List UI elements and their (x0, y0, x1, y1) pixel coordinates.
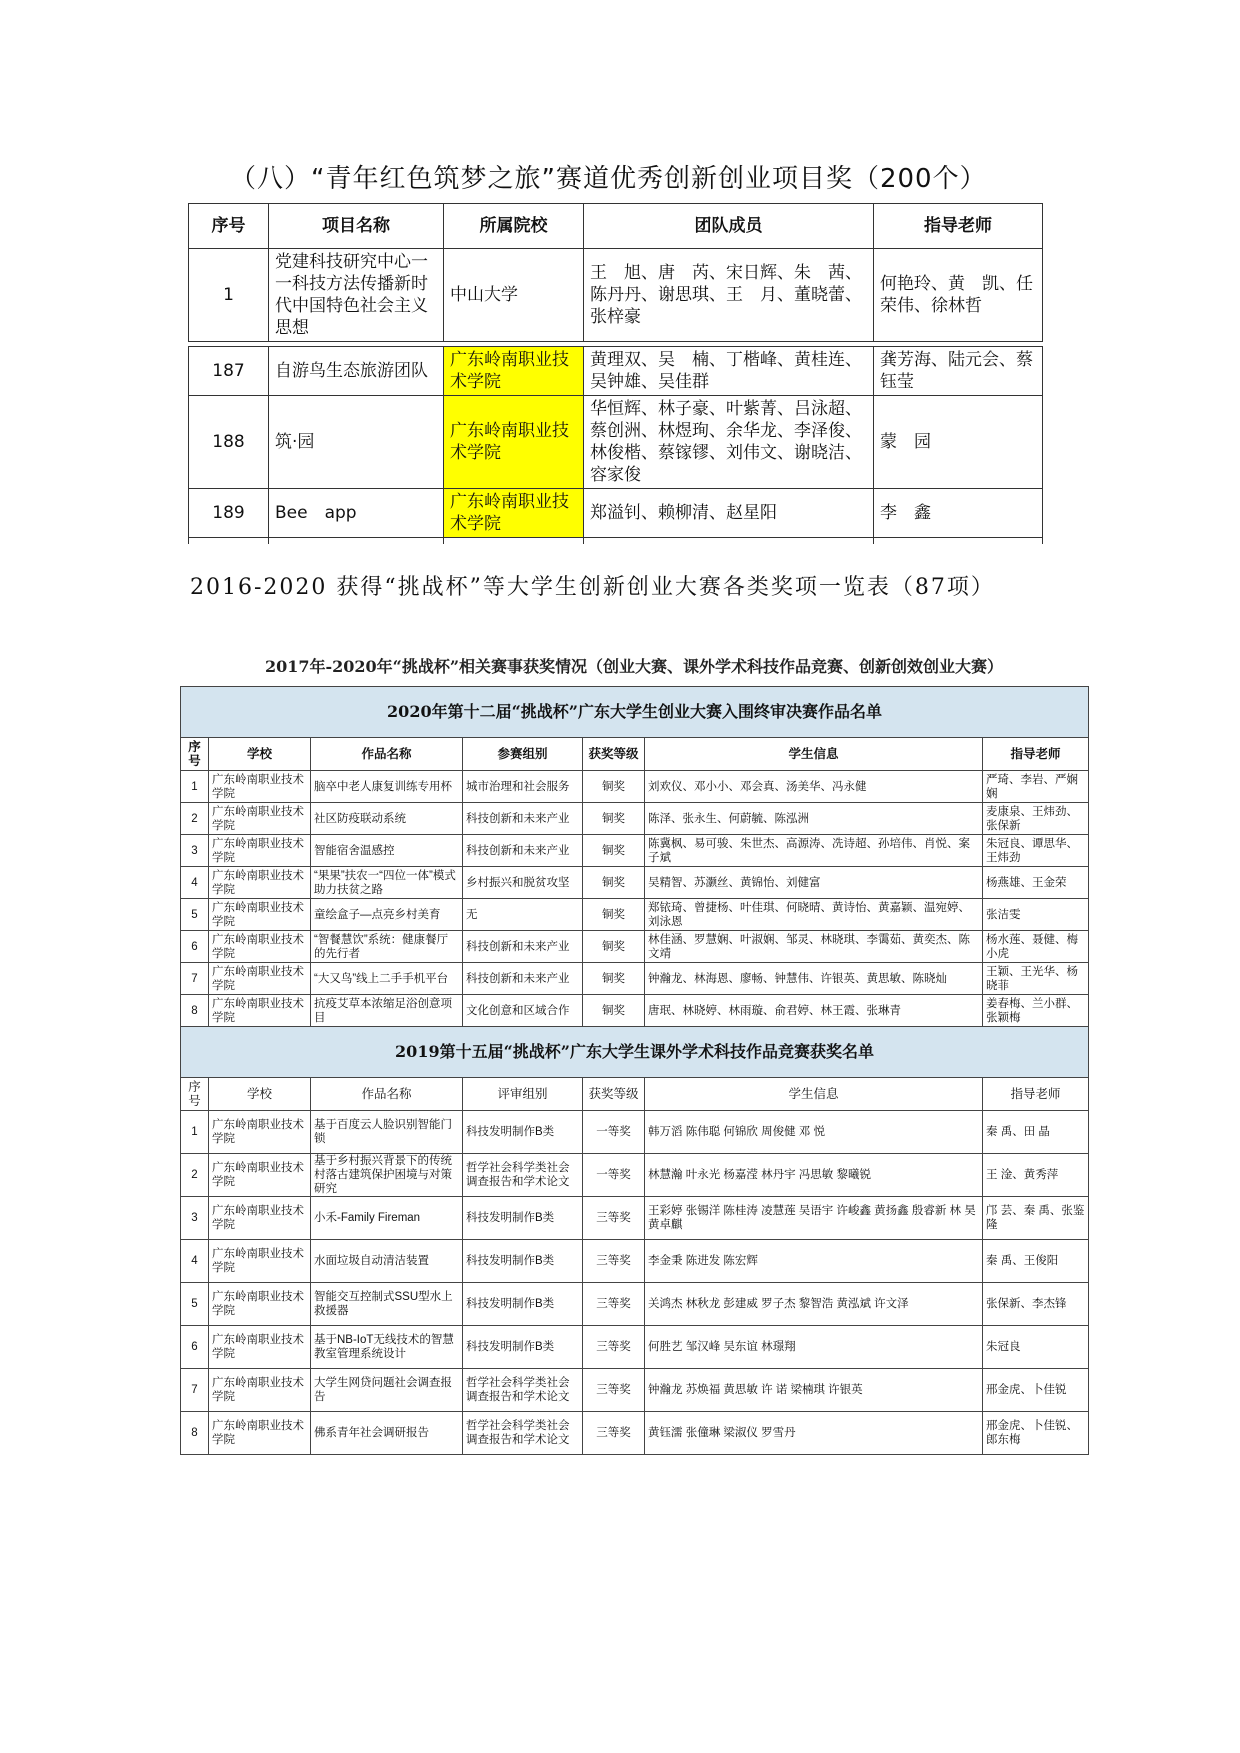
col-header: 作品名称 (311, 738, 463, 771)
cell-advisors: 邢金虎、卜佳锐 (983, 1369, 1089, 1412)
award-table-top (188, 203, 1043, 342)
col-header: 学生信息 (645, 1078, 983, 1111)
cell-students: 林慧瀚 叶永光 杨嘉滢 林丹宇 冯思敏 黎曦锐 (645, 1154, 983, 1197)
cell-no: 2 (181, 1154, 209, 1197)
cell-school: 广东岭南职业技术学院 (209, 835, 311, 867)
cell-project: 自游鸟生态旅游团队 (269, 347, 444, 396)
cell-members: 郑溢钊、赖柳清、赵星阳 (584, 489, 874, 538)
cell-group: 科技发明制作B类 (463, 1111, 583, 1154)
cell-group: 哲学社会科学类社会调查报告和学术论文 (463, 1154, 583, 1197)
col-header-advisors: 指导老师 (874, 204, 1043, 249)
cell-advisors: 秦 禹、王俊阳 (983, 1240, 1089, 1283)
cell-advisors: 姜春梅、兰小群、张颖梅 (983, 995, 1089, 1027)
cell-students: 郑铱琦、曾捷杨、叶佳琪、何晓晴、黄诗怡、黄嘉颖、温宛婷、刘泳恩 (645, 899, 983, 931)
cell-advisors: 严琦、李岩、严娴娴 (983, 771, 1089, 803)
cell-advisors: 朱冠良 (983, 1326, 1089, 1369)
cell-no: 7 (181, 963, 209, 995)
cell-award: 铜奖 (583, 995, 645, 1027)
cell-project: “果果”扶农一“四位一体”模式助力扶贫之路 (311, 867, 463, 899)
cell-award: 铜奖 (583, 963, 645, 995)
challenge-cup-table (180, 686, 1089, 1455)
cell-advisors: 朱冠良、谭思华、王炜劲 (983, 835, 1089, 867)
col-header: 学校 (209, 738, 311, 771)
col-header: 获奖等级 (583, 738, 645, 771)
cell-school: 广东岭南职业技术学院 (209, 931, 311, 963)
cell-school: 广东岭南职业技术学院 (444, 396, 584, 489)
col-header: 序号 (181, 1078, 209, 1111)
cell-no: 1 (189, 249, 269, 342)
col-header: 序号 (181, 738, 209, 771)
cell-group: 科技创新和未来产业 (463, 931, 583, 963)
cell-award: 铜奖 (583, 771, 645, 803)
block-2020-title: 2020年第十二届“挑战杯”广东大学生创业大赛入围终审决赛作品名单 (181, 687, 1089, 738)
col-header: 评审组别 (463, 1078, 583, 1111)
table-row (181, 899, 1089, 931)
col-header: 学生信息 (645, 738, 983, 771)
cell-students: 吴精智、苏灏丝、黄锦怡、刘健富 (645, 867, 983, 899)
cell-project: 智能宿舍温感控 (311, 835, 463, 867)
cell-project: 抗疫艾草本浓缩足浴创意项目 (311, 995, 463, 1027)
col-header: 参赛组别 (463, 738, 583, 771)
cell-advisors: 杨水莲、聂健、梅小虎 (983, 931, 1089, 963)
block-2020 (181, 687, 1089, 1027)
cell-award: 铜奖 (583, 803, 645, 835)
cell-members: 黄理双、吴 楠、丁楷峰、黄桂连、吴钟雄、吴佳群 (584, 347, 874, 396)
cell-students: 关鸿杰 林秋龙 彭建威 罗子杰 黎智浩 黄泓斌 许文泽 (645, 1283, 983, 1326)
table-row (181, 803, 1089, 835)
cell-students: 王彩婷 张锡洋 陈桂涛 凌慧莲 吴语宇 许峻鑫 黄扬鑫 殷睿新 林 昊 黄卓麒 (645, 1197, 983, 1240)
cell-group: 哲学社会科学类社会调查报告和学术论文 (463, 1412, 583, 1455)
table-row (181, 1154, 1089, 1197)
table-row (181, 867, 1089, 899)
table-row (181, 931, 1089, 963)
cell-students: 黄钰濡 张僮琳 梁淑仪 罗雪丹 (645, 1412, 983, 1455)
cell-school: 广东岭南职业技术学院 (209, 1240, 311, 1283)
cell-group: 科技发明制作B类 (463, 1197, 583, 1240)
section-title-red-track: （八）“青年红色筑梦之旅”赛道优秀创新创业项目奖（200个） (230, 164, 987, 194)
cell-award: 一等奖 (583, 1111, 645, 1154)
cell-no: 187 (189, 347, 269, 396)
section-title-challenge-cup: 2016-2020 获得“挑战杯”等大学生创新创业大赛各类奖项一览表（87项） (190, 575, 995, 600)
table-row (189, 396, 1043, 489)
col-header: 获奖等级 (583, 1078, 645, 1111)
cell-award: 铜奖 (583, 867, 645, 899)
cell-students: 钟瀚龙 苏焕福 黄思敏 许 诺 梁楠琪 许银英 (645, 1369, 983, 1412)
cell-project: 小禾-Family Fireman (311, 1197, 463, 1240)
block-2020-title-row (181, 687, 1089, 738)
cell-project: 基于NB-IoT无线技术的智慧教室管理系统设计 (311, 1326, 463, 1369)
block-2019 (181, 1027, 1089, 1455)
cell-award: 铜奖 (583, 931, 645, 963)
col-header-members: 团队成员 (584, 204, 874, 249)
block-2019-header-row (181, 1078, 1089, 1111)
cell-students: 陈泽、张永生、何蔚毓、陈泓洲 (645, 803, 983, 835)
cell-project: 童绘盒子—点亮乡村美育 (311, 899, 463, 931)
cell-students: 李金秉 陈进发 陈宏辉 (645, 1240, 983, 1283)
cell-group: 科技发明制作B类 (463, 1326, 583, 1369)
col-header-no: 序号 (189, 204, 269, 249)
cell-advisors: 邝 芸、秦 禹、张鉴隆 (983, 1197, 1089, 1240)
table-row (181, 1111, 1089, 1154)
block-2019-title-row (181, 1027, 1089, 1078)
cell-award: 三等奖 (583, 1240, 645, 1283)
cell-no: 3 (181, 1197, 209, 1240)
cell-no: 6 (181, 1326, 209, 1369)
cell-no: 2 (181, 803, 209, 835)
cell-award: 三等奖 (583, 1412, 645, 1455)
cell-advisors: 蒙 园 (874, 396, 1043, 489)
cell-advisors: 邢金虎、卜佳锐、郎东梅 (983, 1412, 1089, 1455)
cell-award: 铜奖 (583, 899, 645, 931)
cell-group: 城市治理和社会服务 (463, 771, 583, 803)
table-row (189, 489, 1043, 538)
cell-school: 广东岭南职业技术学院 (444, 347, 584, 396)
table-row (181, 1412, 1089, 1455)
cell-advisors: 何艳玲、黄 凯、任荣伟、徐林哲 (874, 249, 1043, 342)
cell-group: 科技创新和未来产业 (463, 963, 583, 995)
cell-project: Bee app (269, 489, 444, 538)
award-table-bottom (188, 346, 1043, 544)
cell-group: 科技发明制作B类 (463, 1240, 583, 1283)
cell-no: 8 (181, 1412, 209, 1455)
cell-school: 广东岭南职业技术学院 (209, 1412, 311, 1455)
cell-school: 广东岭南职业技术学院 (209, 867, 311, 899)
cell-advisors: 秦 禹、田 晶 (983, 1111, 1089, 1154)
cell-advisors: 张保新、李杰锋 (983, 1283, 1089, 1326)
cell-project: 脑卒中老人康复训练专用杯 (311, 771, 463, 803)
cell-group: 科技发明制作B类 (463, 1283, 583, 1326)
cell-school: 广东岭南职业技术学院 (209, 963, 311, 995)
cell-project: 筑·园 (269, 396, 444, 489)
cell-school: 广东岭南职业技术学院 (209, 1369, 311, 1412)
cell-students: 韩万滔 陈伟聪 何锦欣 周俊健 邓 悦 (645, 1111, 983, 1154)
table-cut-edge (189, 538, 1043, 545)
cell-project: 佛系青年社会调研报告 (311, 1412, 463, 1455)
table-row (181, 1369, 1089, 1412)
cell-students: 钟瀚龙、林海恩、廖畅、钟慧伟、许银英、黄思敏、陈晓灿 (645, 963, 983, 995)
image-caption: 2017年-2020年“挑战杯”相关赛事获奖情况（创业大赛、课外学术科技作品竞赛、创新创效创业大赛） (264, 657, 1004, 676)
cell-no: 6 (181, 931, 209, 963)
col-header-school: 所属院校 (444, 204, 584, 249)
cell-school: 广东岭南职业技术学院 (209, 1326, 311, 1369)
table-row (189, 347, 1043, 396)
cell-award: 三等奖 (583, 1369, 645, 1412)
cell-award: 一等奖 (583, 1154, 645, 1197)
cell-advisors: 王颖、王光华、杨晓菲 (983, 963, 1089, 995)
cell-group: 科技创新和未来产业 (463, 835, 583, 867)
cell-advisors: 龚芳海、陆元会、蔡钰莹 (874, 347, 1043, 396)
cell-school: 广东岭南职业技术学院 (209, 803, 311, 835)
cell-school: 广东岭南职业技术学院 (209, 1111, 311, 1154)
cell-school: 广东岭南职业技术学院 (209, 1283, 311, 1326)
cell-group: 科技创新和未来产业 (463, 803, 583, 835)
cell-award: 三等奖 (583, 1326, 645, 1369)
cell-project: 智能交互控制式SSU型水上救援器 (311, 1283, 463, 1326)
table-row (181, 835, 1089, 867)
cell-advisors: 李 鑫 (874, 489, 1043, 538)
cell-project: 水面垃圾自动清洁装置 (311, 1240, 463, 1283)
cell-project: 基于乡村振兴背景下的传统村落古建筑保护困境与对策研究 (311, 1154, 463, 1197)
table-row (181, 1197, 1089, 1240)
cell-students: 刘欢仪、邓小小、邓会真、汤美华、冯永健 (645, 771, 983, 803)
cell-school: 广东岭南职业技术学院 (209, 1154, 311, 1197)
cell-students: 陈冀枫、易可骏、朱世杰、高源涛、冼诗超、孙培伟、肖悦、案子斌 (645, 835, 983, 867)
cell-group: 乡村振兴和脱贫攻坚 (463, 867, 583, 899)
col-header: 指导老师 (983, 738, 1089, 771)
cell-advisors: 麦康泉、王炜劲、张保新 (983, 803, 1089, 835)
cell-advisors: 杨燕雄、王金荣 (983, 867, 1089, 899)
col-header: 作品名称 (311, 1078, 463, 1111)
cell-no: 4 (181, 867, 209, 899)
cell-project: 党建科技研究中心一一科技方法传播新时代中国特色社会主义思想 (269, 249, 444, 342)
cell-no: 3 (181, 835, 209, 867)
table-row (181, 1283, 1089, 1326)
cell-no: 1 (181, 771, 209, 803)
cell-group: 无 (463, 899, 583, 931)
cell-school: 广东岭南职业技术学院 (209, 899, 311, 931)
cell-no: 5 (181, 899, 209, 931)
cell-no: 189 (189, 489, 269, 538)
cell-group: 哲学社会科学类社会调查报告和学术论文 (463, 1369, 583, 1412)
cell-no: 4 (181, 1240, 209, 1283)
table-row (181, 1326, 1089, 1369)
cell-no: 8 (181, 995, 209, 1027)
table-row (181, 771, 1089, 803)
col-header: 学校 (209, 1078, 311, 1111)
col-header-project: 项目名称 (269, 204, 444, 249)
cell-project: 基于百度云人脸识别智能门锁 (311, 1111, 463, 1154)
cell-students: 何胜艺 邹汉峰 吴东谊 林璟翔 (645, 1326, 983, 1369)
cell-award: 铜奖 (583, 835, 645, 867)
cell-members: 王 旭、唐 芮、宋日辉、朱 茜、陈丹丹、谢思琪、王 月、董晓蕾、张梓豪 (584, 249, 874, 342)
challenge-cup-award-image (180, 648, 1088, 1455)
cell-no: 5 (181, 1283, 209, 1326)
table-header-row (189, 204, 1043, 249)
cell-project: 大学生网贷问题社会调查报告 (311, 1369, 463, 1412)
cell-award: 三等奖 (583, 1283, 645, 1326)
cell-award: 三等奖 (583, 1197, 645, 1240)
cell-school: 广东岭南职业技术学院 (209, 1197, 311, 1240)
cell-no: 7 (181, 1369, 209, 1412)
cell-members: 华恒辉、林子豪、叶紫菁、吕泳超、蔡创洲、林煜珣、余华龙、李泽俊、林俊楷、蔡镓镠、刘伟文、谢晓洁、容家俊 (584, 396, 874, 489)
cell-school: 广东岭南职业技术学院 (209, 995, 311, 1027)
table-row (181, 1240, 1089, 1283)
cell-advisors: 张洁雯 (983, 899, 1089, 931)
col-header: 指导老师 (983, 1078, 1089, 1111)
cell-advisors: 王 淦、黄秀萍 (983, 1154, 1089, 1197)
cell-no: 188 (189, 396, 269, 489)
block-2020-header-row (181, 738, 1089, 771)
cell-students: 唐珉、林晓婷、林雨璇、俞君婷、林王霞、张琳青 (645, 995, 983, 1027)
cell-project: “智餐慧饮”系统：健康餐厅的先行者 (311, 931, 463, 963)
cell-project: 社区防疫联动系统 (311, 803, 463, 835)
cell-school: 中山大学 (444, 249, 584, 342)
block-2019-title: 2019第十五届“挑战杯”广东大学生课外学术科技作品竞赛获奖名单 (181, 1027, 1089, 1078)
cell-group: 文化创意和区域合作 (463, 995, 583, 1027)
table-row (181, 963, 1089, 995)
cell-project: “大又鸟”线上二手手机平台 (311, 963, 463, 995)
table-row (189, 249, 1043, 342)
table-row (181, 995, 1089, 1027)
cell-no: 1 (181, 1111, 209, 1154)
cell-students: 林佳涵、罗慧娴、叶淑娴、邹灵、林晓琪、李霭茹、黄奕杰、陈文靖 (645, 931, 983, 963)
cell-school: 广东岭南职业技术学院 (209, 771, 311, 803)
cell-school: 广东岭南职业技术学院 (444, 489, 584, 538)
